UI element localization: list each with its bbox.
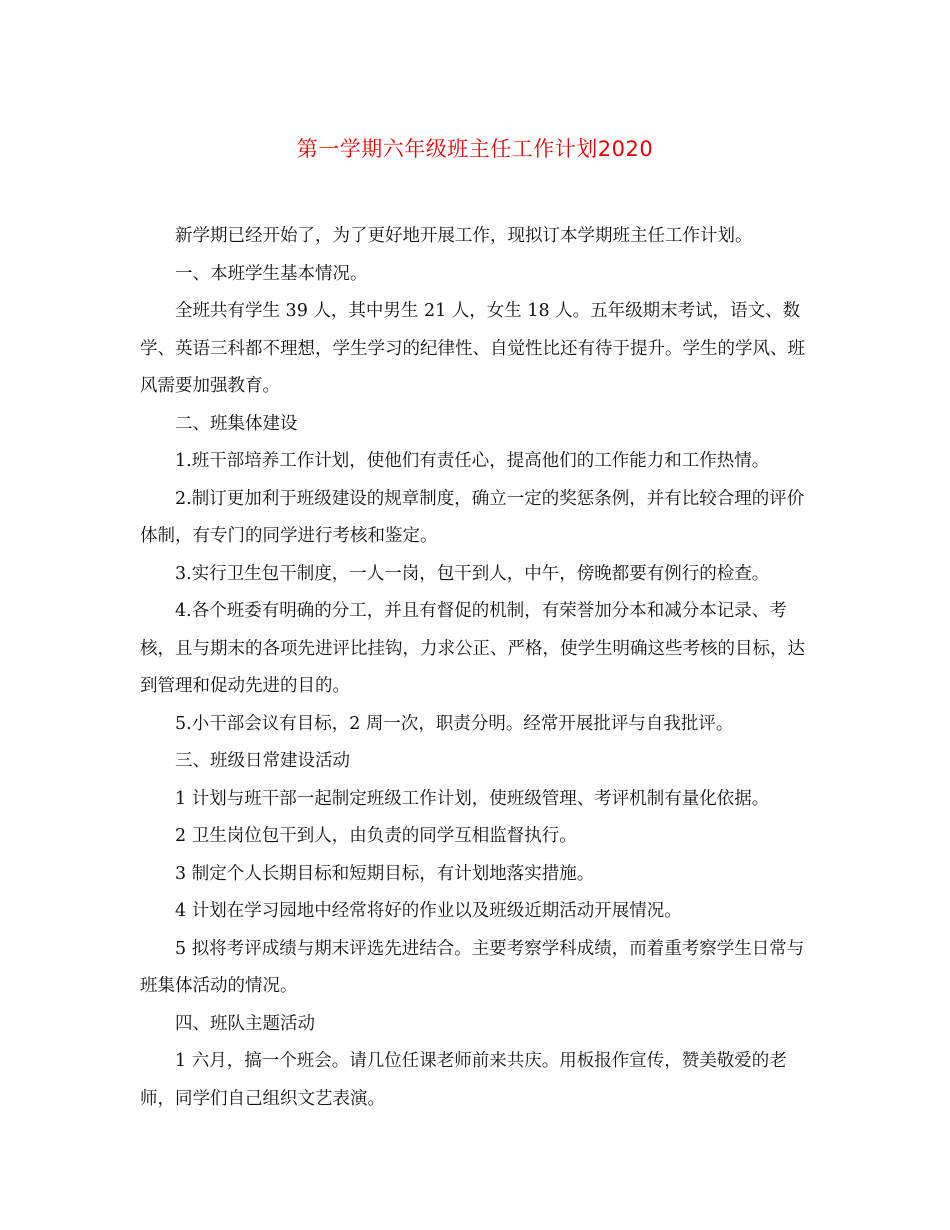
paragraph-class-situation: 全班共有学生 39 人，其中男生 21 人，女生 18 人。五年级期末考试，语文、数学、英语三科都不理想，学生学习的纪律性、自觉性比还有待于提升。学生的学风、班风需要加强教育。 [140,301,805,396]
list-item: 1 计划与班干部一起制定班级工作计划，使班级管理、考评机制有量化依据。 [175,788,770,809]
section-heading-4: 四、班队主题活动 [175,1013,315,1034]
list-item: 1.班干部培养工作计划，使他们有责任心，提高他们的工作能力和工作热情。 [175,451,770,471]
list-item: 4 计划在学习园地中经常将好的作业以及班级近期活动开展情况。 [175,901,682,921]
list-item: 2 卫生岗位包干到人，由负责的同学互相监督执行。 [175,826,577,846]
list-item: 3 制定个人长期目标和短期目标，有计划地落实措施。 [175,863,595,884]
section-heading-2: 二、班集体建设 [175,413,298,434]
section-heading-1: 一、本班学生基本情况。 [175,263,368,284]
list-item: 5.小干部会议有目标，2 周一次，职责分明。经常开展批评与自我批评。 [175,713,734,734]
list-item: 5 拟将考评成绩与期末评选先进结合。主要考察学科成绩，而着重考察学生日常与班集体活动的情况。 [140,938,805,996]
list-item: 4.各个班委有明确的分工，并且有督促的机制，有荣誉加分本和减分本记录、考核，且与期末的各项先进评比挂钩，力求公正、严格，使学生明确这些考核的目标，达到管理和促动先进的目的。 [140,601,805,696]
section-heading-3: 三、班级日常建设活动 [175,751,350,771]
document-body [140,218,812,1118]
list-item: 2.制订更加利于班级建设的规章制度，确立一定的奖惩条例，并有比较合理的评价体制，有专门的同学进行考核和鉴定。 [140,488,805,546]
document-title: 第一学期六年级班主任工作计划2020 [296,137,654,161]
paragraph-intro: 新学期已经开始了，为了更好地开展工作，现拟订本学期班主任工作计划。 [175,226,753,246]
list-item: 1 六月，搞一个班会。请几位任课老师前来共庆。用板报作宣传，赞美敬爱的老师，同学们自己组织文艺表演。 [140,1051,787,1109]
list-item: 3.实行卫生包干制度，一人一岗，包干到人，中午，傍晚都要有例行的检查。 [175,563,770,584]
